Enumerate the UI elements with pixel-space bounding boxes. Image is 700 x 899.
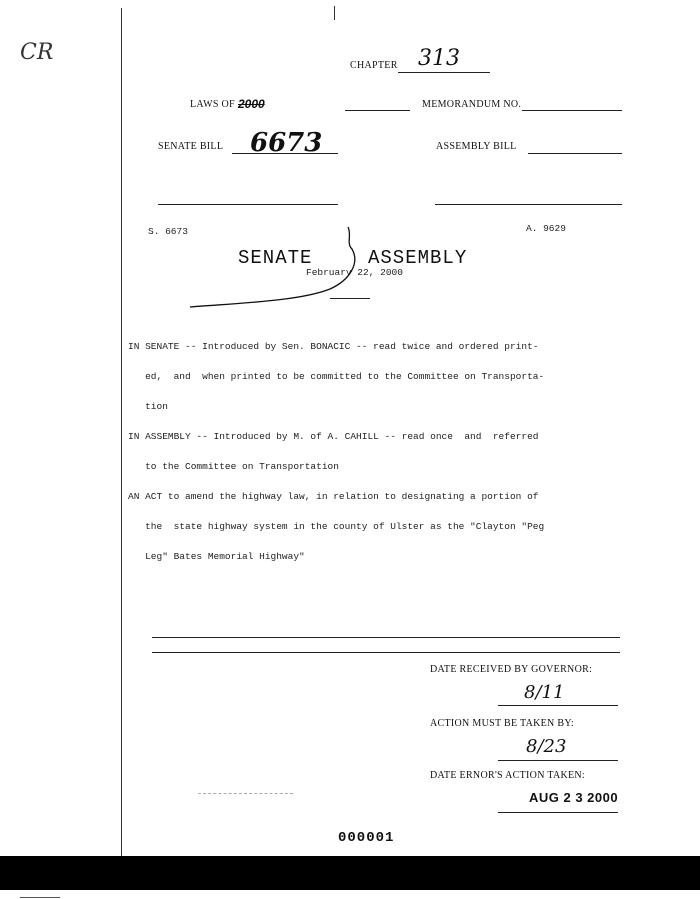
body-line: tion	[128, 401, 168, 412]
assembly-bill-blank	[528, 153, 622, 154]
senate-bill-underline	[232, 153, 338, 154]
action-taken-underline	[498, 812, 618, 813]
senate-bill-label: SENATE BILL	[158, 141, 224, 152]
action-by-value: 8/23	[526, 736, 567, 757]
title-senate: SENATE	[238, 247, 313, 269]
laws-of-label: LAWS OF	[190, 99, 235, 110]
body-line: Leg" Bates Memorial Highway"	[128, 551, 305, 562]
separator-lower	[152, 652, 620, 653]
memorandum-label: MEMORANDUM NO.	[422, 99, 522, 110]
chapter-underline	[398, 72, 490, 73]
body-line: IN ASSEMBLY -- Introduced by M. of A. CAHILL -- read once and referred	[128, 431, 539, 442]
date-received-label: DATE RECEIVED BY GOVERNOR:	[430, 664, 593, 675]
faint-dashes	[198, 793, 293, 794]
chapter-number: 313	[418, 46, 460, 71]
memorandum-blank	[522, 110, 622, 111]
laws-of-year: 2000	[238, 97, 265, 111]
date-received-value: 8/11	[524, 682, 565, 703]
blank-line-left	[158, 204, 338, 205]
margin-initials: CR	[20, 40, 54, 65]
assembly-bill-label: ASSEMBLY BILL	[436, 141, 517, 152]
action-taken-label: DATE ERNOR'S ACTION TAKEN:	[430, 770, 586, 781]
margin-rule	[121, 8, 122, 858]
action-taken-stamp: AUG 2 3 2000	[529, 790, 619, 805]
page-number: 000001	[338, 830, 395, 846]
bill-date: February 22, 2000	[306, 267, 403, 278]
blank-line-right	[435, 204, 622, 205]
title-assembly: ASSEMBLY	[368, 247, 468, 269]
action-by-underline	[498, 760, 618, 761]
body-line: ed, and when printed to be committed to the Committee on Transporta-	[128, 371, 545, 382]
chapter-label: CHAPTER	[350, 60, 398, 71]
scan-edge-bar	[0, 856, 700, 890]
body-line: AN ACT to amend the highway law, in relation to designating a portion of	[128, 491, 539, 502]
assembly-number: A. 9629	[526, 223, 566, 234]
date-underline	[330, 298, 370, 299]
body-line: the state highway system in the county of Ulster as the "Clayton "Peg	[128, 521, 545, 532]
bottom-tick	[20, 897, 60, 898]
separator-upper	[152, 637, 620, 638]
top-tick	[334, 6, 335, 20]
laws-of-blank	[345, 110, 410, 111]
senate-bill-number: 6673	[250, 128, 323, 158]
bill-body	[128, 322, 618, 572]
senate-number: S. 6673	[148, 226, 188, 237]
body-line: to the Committee on Transportation	[128, 461, 339, 472]
date-received-underline	[498, 705, 618, 706]
action-by-label: ACTION MUST BE TAKEN BY:	[430, 718, 575, 729]
body-line: IN SENATE -- Introduced by Sen. BONACIC -- read twice and ordered print-	[128, 341, 539, 352]
